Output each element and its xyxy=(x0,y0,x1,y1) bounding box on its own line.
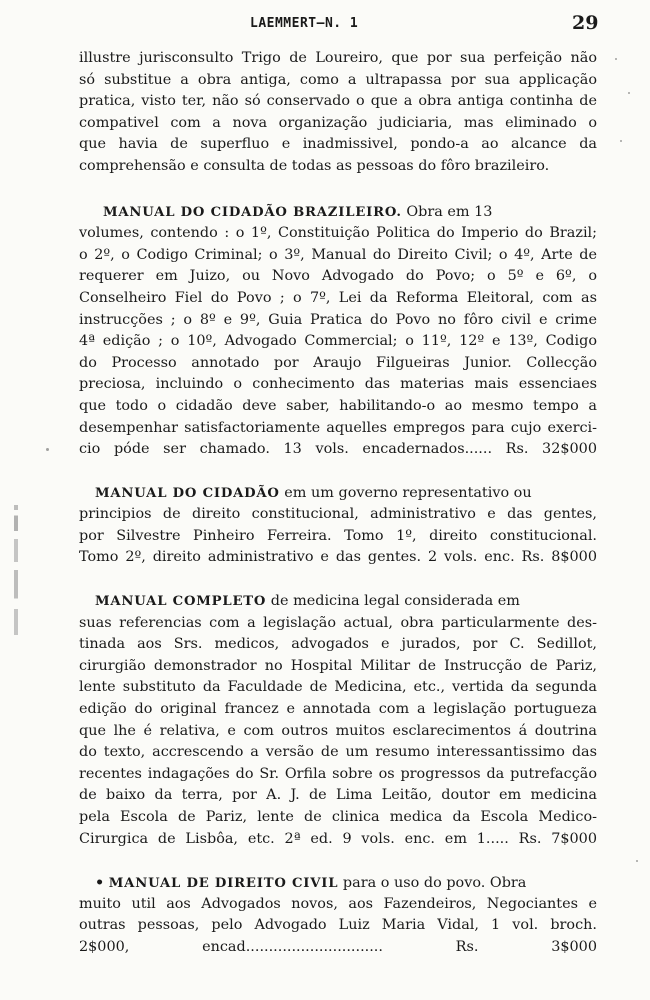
entry-title-continuation: Obra em 13 xyxy=(401,203,493,220)
entry-price-line: 2$000, encad.............................. Rs. 3$000 xyxy=(79,938,597,955)
text-line: que havia de superfluo e inadmissivel, pondo-a ao alcance da xyxy=(79,136,597,153)
text-line: o 2º, o Codigo Criminal; o 3º, Manual do Direito Civil; o 4º, Arte de xyxy=(79,246,597,263)
text-line: suas referencias com a legislação actual, obra particularmente des- xyxy=(79,614,597,631)
paper-speck xyxy=(615,58,617,60)
entry-title: MANUAL DE DIREITO CIVIL xyxy=(108,876,339,892)
text-line: outras pessoas, pelo Advogado Luiz Maria Vidal, 1 vol. broch. xyxy=(79,917,597,934)
entry-price-line: Cirurgica de Lisbôa, etc. 2ª ed. 9 vols. enc. em 1..... Rs. 7$000 xyxy=(79,830,597,847)
intro-paragraph xyxy=(79,48,597,178)
text-line: lente substituto da Faculdade de Medicina, etc., vertida da segunda xyxy=(79,679,597,696)
catalog-entry xyxy=(79,872,597,958)
text-line: tinada aos Srs. medicos, advogados e jurados, por C. Sedillot, xyxy=(79,636,597,653)
text-line: compativel com a nova organização judiciaria, mas eliminado o xyxy=(79,114,597,131)
text-line: edição do original francez e annotada com a legislação portugueza xyxy=(79,701,597,718)
text-line: que lhe é relativa, e com outros muitos esclarecimentos á doutrina xyxy=(79,722,597,739)
text-line: muito util aos Advogados novos, aos Fazendeiros, Negociantes e xyxy=(79,895,597,912)
entry-bullet: • xyxy=(95,874,105,892)
text-line: do Processo annotado por Araujo Filgueiras Junior. Collecção xyxy=(79,354,597,371)
catalog-entry xyxy=(79,202,597,461)
entry-first-line xyxy=(79,872,597,894)
text-line: preciosa, incluindo o conhecimento das materias mais essenciaes xyxy=(79,376,597,393)
entry-title: MANUAL DO CIDADÃO BRAZILEIRO. xyxy=(103,204,402,220)
text-line: desempenhar satisfactoriamente aquelles empregos para cujo exerci- xyxy=(79,419,597,436)
entry-price-line: cio póde ser chamado. 13 vols. encadernados...... Rs. 32$000 xyxy=(79,441,597,458)
page-body xyxy=(79,48,597,959)
text-line: principios de direito constitucional, administrativo e das gentes, xyxy=(79,506,597,523)
text-line: por Silvestre Pinheiro Ferreira. Tomo 1º, direito constitucional. xyxy=(79,527,597,544)
paper-speck xyxy=(46,448,49,451)
text-line: só substitue a obra antiga, como a ultrapassa por sua applicação xyxy=(79,71,597,88)
text-line: pela Escola de Pariz, lente de clinica medica da Escola Medico- xyxy=(79,809,597,825)
text-line: requerer em Juizo, ou Novo Advogado do Povo; o 5º e 6º, o xyxy=(79,268,597,285)
entry-price-line: Tomo 2º, direito administrativo e das gentes. 2 vols. enc. Rs. 8$000 xyxy=(79,549,597,566)
page-header xyxy=(0,14,650,40)
paper-speck xyxy=(628,92,630,94)
text-line: instrucções ; o 8º e 9º, Guia Pratica do Povo no fôro civil e crime xyxy=(79,311,597,328)
catalog-entry xyxy=(79,483,597,569)
text-line: cirurgião demonstrador no Hospital Militar de Instrucção de Pariz, xyxy=(79,657,597,674)
text-line: Conselheiro Fiel do Povo ; o 7º, Lei da Reforma Eleitoral, com as xyxy=(79,289,597,306)
running-head: LAEMMERT—N. 1 xyxy=(250,16,359,31)
text-line: 4ª edição ; o 10º, Advogado Commercial; o 11º, 12º e 13º, Codigo xyxy=(79,333,597,350)
entry-first-line xyxy=(79,591,597,613)
page-number: 29 xyxy=(572,12,599,34)
entry-title: MANUAL COMPLETO xyxy=(95,594,267,610)
text-line: pratica, visto ter, não só conservado o que a obra antiga continha de xyxy=(79,93,597,110)
text-line: comprehensão e consulta de todas as pessoas do fôro brazileiro. xyxy=(79,157,550,174)
paper-speck xyxy=(620,140,622,142)
text-line: de baixo da terra, por A. J. de Lima Leitão, doutor em medicina xyxy=(79,787,597,804)
entry-title-continuation: de medicina legal considerada em xyxy=(266,593,520,610)
text-line: do texto, accrescendo a versão de um resumo interessantissimo das xyxy=(79,744,597,761)
entry-first-line xyxy=(79,483,597,505)
text-line: que todo o cidadão deve saber, habilitando-o ao mesmo tempo a xyxy=(79,397,597,414)
entry-title: MANUAL DO CIDADÃO xyxy=(95,485,280,501)
catalog-entry xyxy=(79,591,597,850)
entry-title-continuation: em um governo representativo ou xyxy=(279,484,532,501)
text-line: recentes indagações do Sr. Orfila sobre os progressos da putrefacção xyxy=(79,765,597,782)
text-line: illustre jurisconsulto Trigo de Loureiro, que por sua perfeição não xyxy=(79,50,597,66)
paper-speck xyxy=(636,860,638,862)
margin-binding-mark xyxy=(14,505,18,635)
text-line: volumes, contendo : o 1º, Constituição Politica do Imperio do Brazil; xyxy=(79,225,597,242)
entry-title-continuation: para o uso do povo. Obra xyxy=(338,875,527,892)
entry-first-line xyxy=(79,202,597,224)
